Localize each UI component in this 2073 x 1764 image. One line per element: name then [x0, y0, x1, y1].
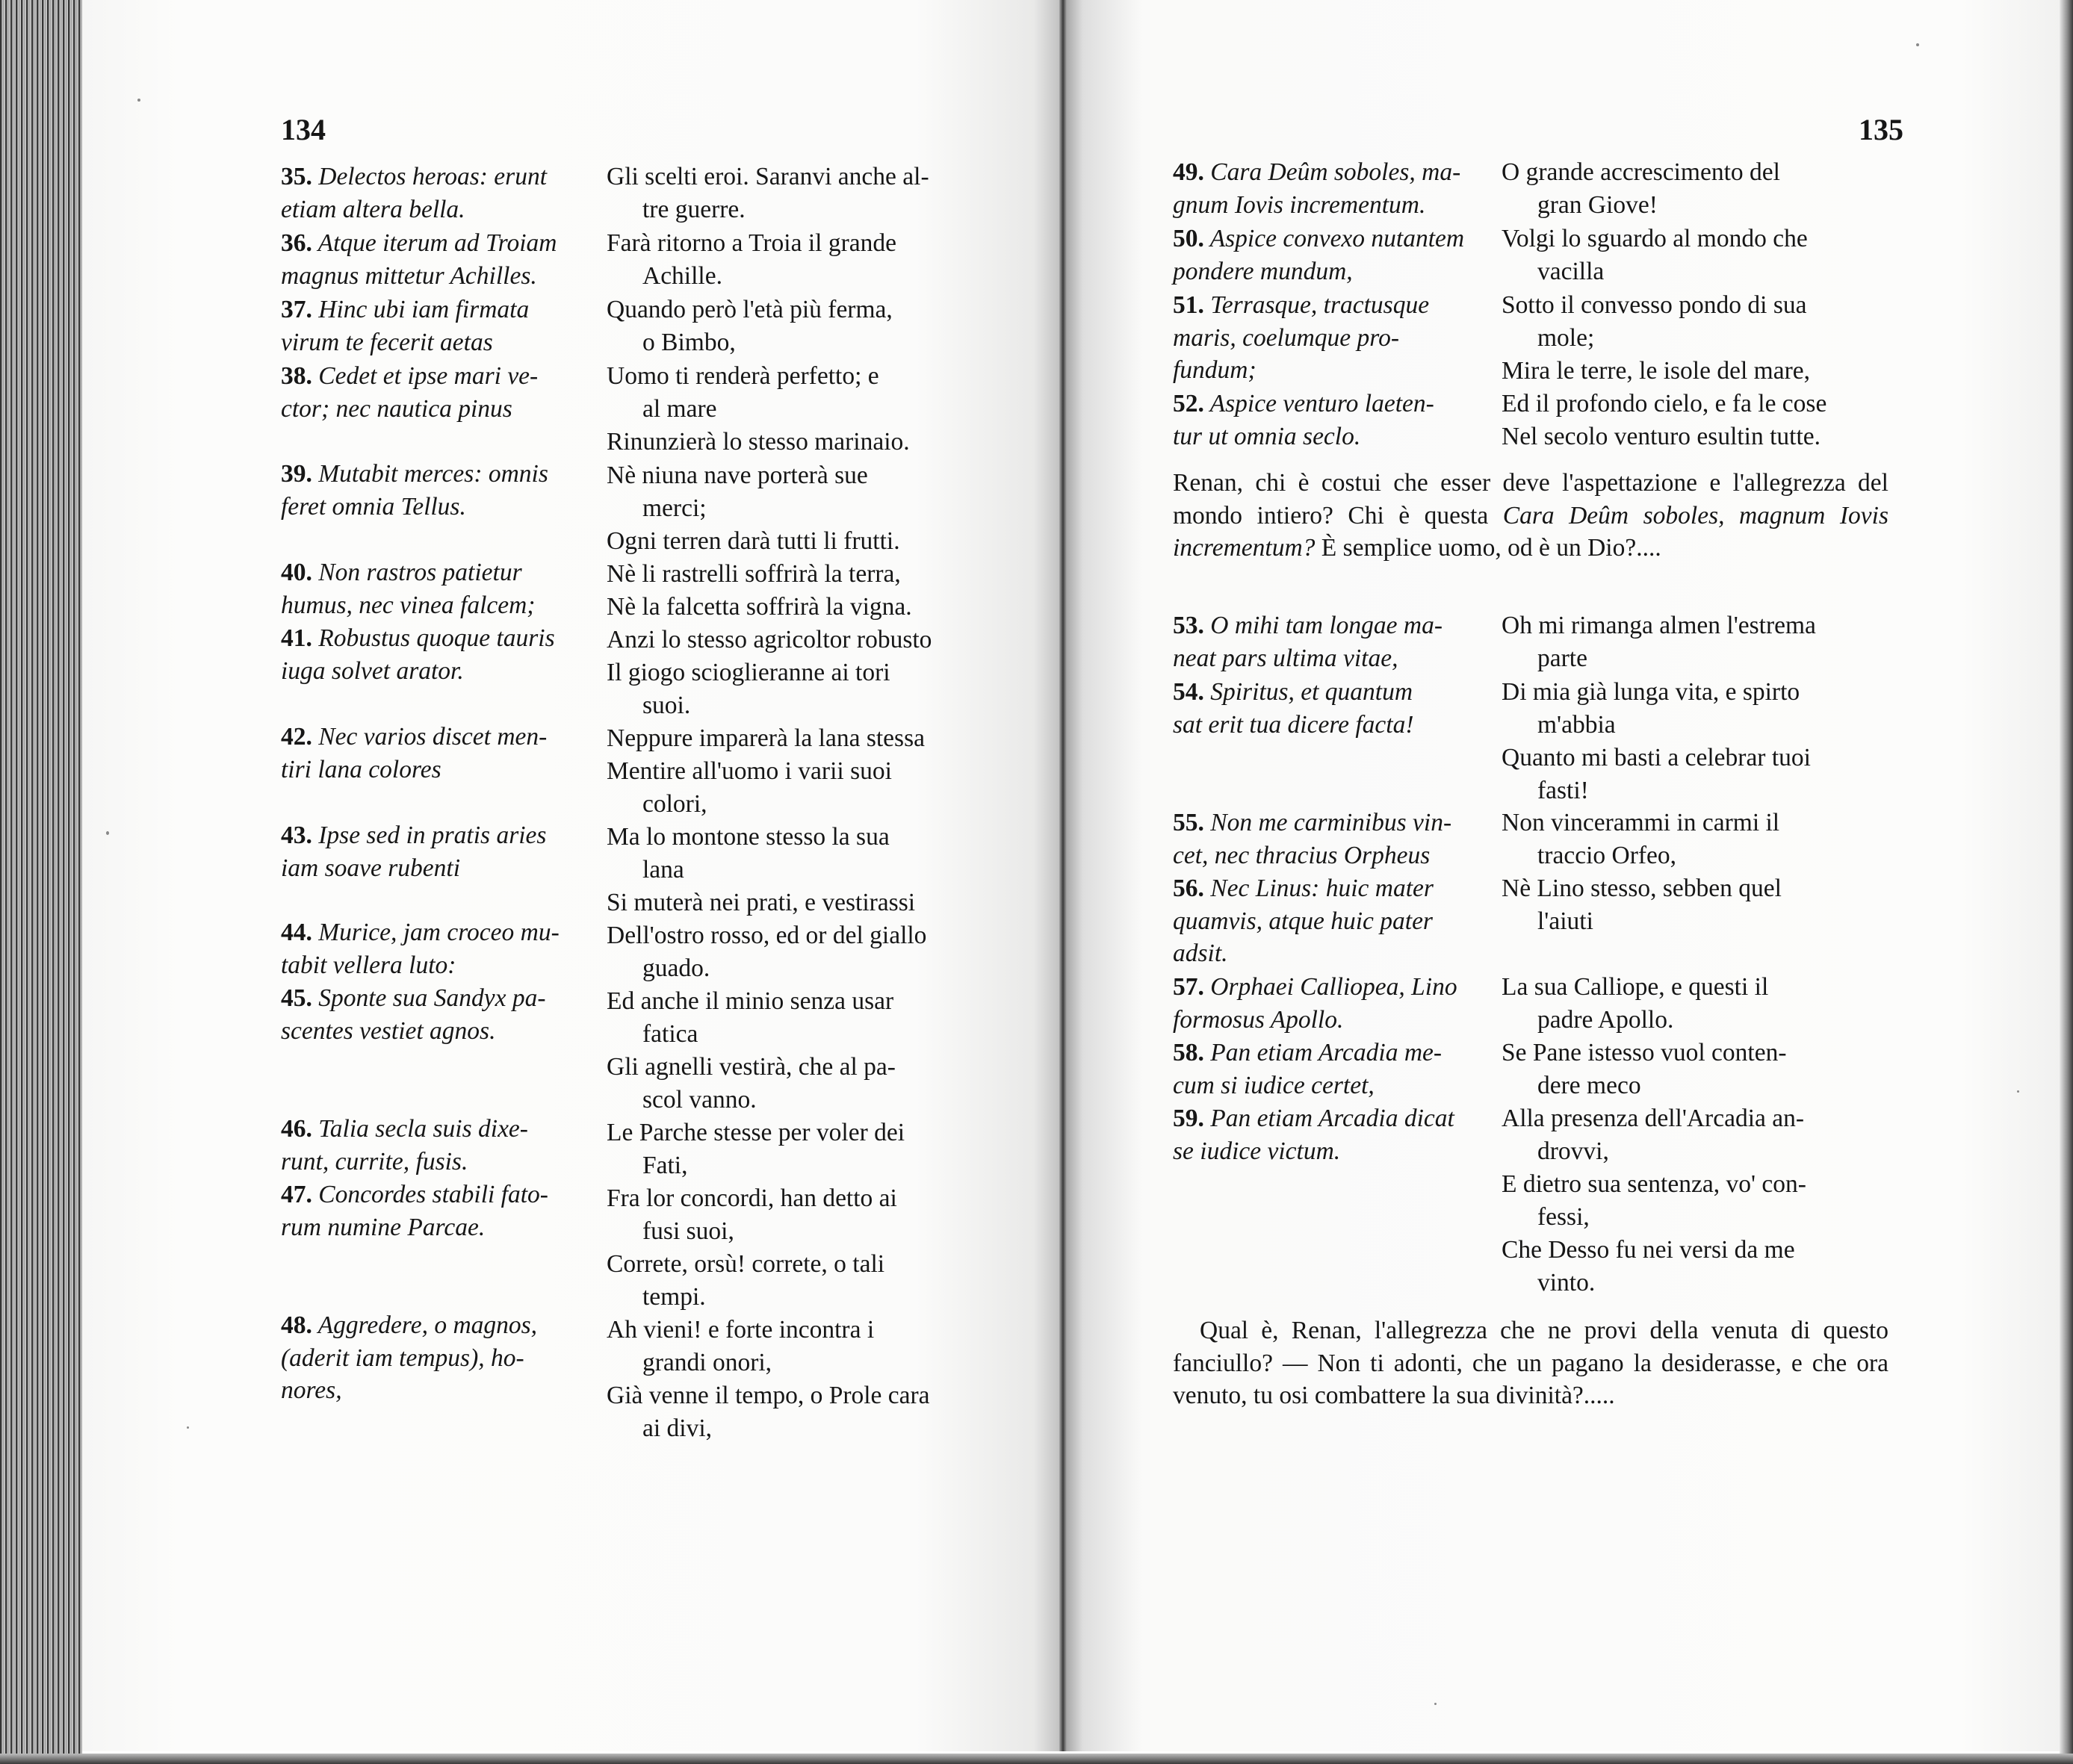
latin-verse-46: 46. Talia secla suis dixe- runt, currite, fusis. — [281, 1115, 528, 1176]
italian-verse: Nel secolo venturo esultin tutte. — [1502, 423, 1821, 450]
italian-verse: Di mia già lunga vita, e spirto m'abbia — [1502, 678, 1800, 739]
latin-verse-38: 38. Cedet et ipse mari ve- ctor; nec nautica pinus — [281, 362, 539, 423]
latin-verse-42: 42. Nec varios discet men- tiri lana colores — [281, 723, 548, 783]
book-gutter — [1059, 0, 1067, 1751]
latin-verse-57: 57. Orphaei Calliopea, Lino formosus Apollo. — [1173, 973, 1457, 1034]
italian-verse: O grande accrescimento del gran Giove! — [1502, 158, 1780, 219]
italian-verse: Le Parche stesse per voler dei Fati, — [607, 1119, 905, 1179]
italian-verse: Quando però l'età più ferma, o Bimbo, — [607, 296, 893, 356]
latin-verse-41: 41. Robustus quoque tauris iuga solvet arator. — [281, 624, 555, 685]
italian-verse: Uomo ti renderà perfetto; e al mare — [607, 362, 879, 423]
italian-verse: Ma lo montone stesso la sua lana — [607, 823, 890, 883]
latin-verse-44: 44. Murice, jam croceo mu- tabit vellera luto: — [281, 919, 560, 979]
latin-verse-37: 37. Hinc ubi iam firmata virum te fecerit aetas — [281, 296, 530, 356]
italian-verse: La sua Calliope, e questi il padre Apollo. — [1502, 973, 1769, 1034]
commentary-paragraph-1: Renan, chi è costui che esser deve l'aspettazione e l'allegrezza del mondo intiero? Chi è questa Cara Deûm soboles, magnum Iovis incrementum? È semplice uomo, od è un Dio?.... — [1173, 469, 1888, 562]
latin-verse-58: 58. Pan etiam Arcadia me- cum si iudice certet, — [1173, 1039, 1443, 1099]
italian-verse: Quanto mi basti a celebrar tuoi fasti! — [1502, 744, 1811, 804]
italian-verse: Dell'ostro rosso, ed or del giallo guado. — [607, 922, 927, 982]
italian-verse: Già venne il tempo, o Prole cara ai divi, — [607, 1382, 930, 1442]
book-edge-right — [2060, 0, 2073, 1764]
italian-verse: Non vincerammi in carmi il traccio Orfeo, — [1502, 809, 1780, 869]
italian-verse: Ed anche il minio senza usar fatica — [607, 987, 894, 1048]
latin-verse-53: 53. O mihi tam longae ma- neat pars ultima vitae, — [1173, 612, 1443, 672]
latin-verse-47: 47. Concordes stabili fato- rum numine Parcae. — [281, 1181, 548, 1241]
latin-verse-52: 52. Aspice venturo laeten- tur ut omnia seclo. — [1173, 390, 1434, 450]
italian-verse: Fra lor concordi, han detto ai fusi suoi, — [607, 1184, 897, 1245]
italian-verse: Se Pane istesso vuol conten- dere meco — [1502, 1039, 1787, 1099]
latin-verse-56: 56. Nec Linus: huic mater quamvis, atque huic pater adsit. — [1173, 875, 1434, 968]
italian-verse: Rinunzierà lo stesso marinaio. — [607, 428, 910, 456]
italian-verse: Ed il profondo cielo, e fa le cose — [1502, 390, 1827, 417]
italian-verse: Gli agnelli vestirà, che al pa- scol vanno. — [607, 1053, 896, 1114]
italian-verse: Anzi lo stesso agricoltor robusto — [607, 626, 932, 653]
latin-verse-50: 50. Aspice convexo nutantem pondere mundum, — [1173, 225, 1465, 285]
italian-verse: Neppure imparerà la lana stessa — [607, 724, 925, 752]
italian-verse: Nè la falcetta soffrirà la vigna. — [607, 593, 912, 621]
italian-verse: Correte, orsù! correte, o tali tempi. — [607, 1250, 885, 1311]
book-edge-bottom — [0, 1754, 2073, 1764]
latin-verse-54: 54. Spiritus, et quantum sat erit tua dicere facta! — [1173, 678, 1414, 739]
italian-verse: Alla presenza dell'Arcadia an- drovvi, — [1502, 1105, 1805, 1165]
italian-verse: Che Desso fu nei versi da me vinto. — [1502, 1236, 1795, 1296]
latin-verse-35: 35. Delectos heroas: erunt etiam altera bella. — [281, 163, 548, 223]
latin-verse-39: 39. Mutabit merces: omnis feret omnia Tellus. — [281, 460, 548, 521]
page-number-left: 134 — [281, 113, 326, 146]
italian-verse: Si muterà nei prati, e vestirassi — [607, 889, 916, 916]
italian-verse: Mira le terre, le isole del mare, — [1502, 357, 1810, 385]
latin-verse-43: 43. Ipse sed in pratis aries iam soave rubenti — [281, 822, 547, 882]
latin-verse-40: 40. Non rastros patietur humus, nec vinea falcem; — [281, 559, 536, 619]
italian-verse: Nè niuna nave porterà sue merci; — [607, 462, 868, 522]
page-number-right: 135 — [1859, 113, 1903, 146]
italian-verse: Sotto il convesso pondo di sua mole; — [1502, 291, 1807, 352]
italian-verse: Volgi lo sguardo al mondo che vacilla — [1502, 225, 1808, 285]
commentary-paragraph-2: Qual è, Renan, l'allegrezza che ne provi della venuta di questo fanciullo? — Non ti adonti, che un pagano la desiderasse, e che ora venuto, tu osi combattere la sua divinità?..... — [1173, 1317, 1888, 1410]
book-edge-left — [0, 0, 82, 1764]
italian-verse: Gli scelti eroi. Saranvi anche al- tre guerre. — [607, 163, 929, 223]
latin-verse-45: 45. Sponte sua Sandyx pa- scentes vestiet agnos. — [281, 984, 546, 1045]
latin-verse-55: 55. Non me carminibus vin- cet, nec thracius Orpheus — [1173, 809, 1452, 869]
italian-verse: Il giogo scioglieranne ai tori suoi. — [607, 659, 890, 719]
italian-verse: Mentire all'uomo i varii suoi colori, — [607, 757, 892, 818]
italian-verse: E dietro sua sentenza, vo' con- fessi, — [1502, 1170, 1806, 1231]
italian-verse: Ogni terren darà tutti li frutti. — [607, 527, 900, 555]
latin-verse-49: 49. Cara Deûm soboles, ma- gnum Iovis incrementum. — [1173, 158, 1461, 219]
latin-verse-59: 59. Pan etiam Arcadia dicat se iudice victum. — [1173, 1105, 1454, 1165]
italian-verse: Oh mi rimanga almen l'estrema parte — [1502, 612, 1816, 672]
italian-verse: Ah vieni! e forte incontra i grandi onori, — [607, 1316, 875, 1376]
italian-verse: Farà ritorno a Troia il grande Achille. — [607, 229, 896, 290]
left-page — [82, 0, 1063, 1751]
latin-verse-48: 48. Aggredere, o magnos, (aderit iam tempus), ho- nores, — [281, 1311, 538, 1405]
latin-verse-51: 51. Terrasque, tractusque maris, coelumque pro- fundum; — [1173, 291, 1430, 385]
italian-verse: Nè Lino stesso, sebben quel l'aiuti — [1502, 875, 1782, 935]
italian-verse: Nè li rastrelli soffrirà la terra, — [607, 560, 901, 588]
latin-verse-36: 36. Atque iterum ad Troiam magnus mittetur Achilles. — [281, 229, 557, 290]
